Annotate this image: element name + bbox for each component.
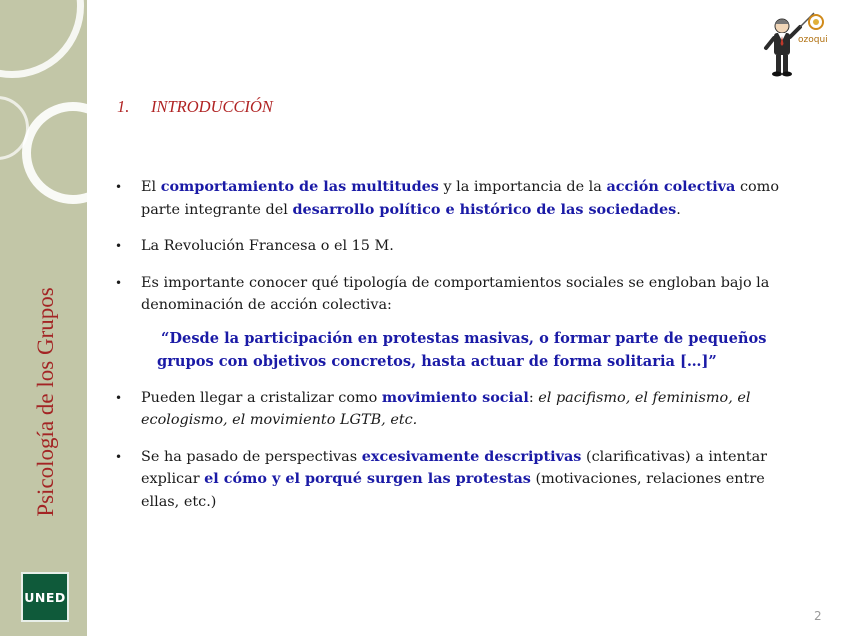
bullet-dot: • [115, 390, 123, 405]
bullet-dot: • [115, 180, 123, 194]
text: Es importante conocer qué tipología de comportamientos sociales se engloban bajo la denominación de acción colectiva: [141, 274, 770, 313]
sidebar [0, 0, 87, 636]
heading-title: INTRODUCCIÓN [151, 97, 273, 116]
bullet-dot: • [115, 449, 123, 464]
bullet-item [113, 235, 803, 258]
slide-content [113, 176, 803, 527]
italic-text: el pacifismo, el feminismo, el ecologismo, el movimiento LGTB, etc. [141, 389, 751, 428]
highlight: desarrollo político e histórico de las sociedades [292, 200, 677, 218]
bullet-item [113, 176, 803, 221]
highlight: excesivamente descriptivas [361, 447, 582, 465]
uned-logo: UNED [21, 572, 69, 622]
bullet-item [113, 387, 803, 432]
section-heading [117, 97, 273, 117]
text: El [141, 179, 161, 195]
highlight: el cómo y el porqué surgen las protestas [204, 470, 531, 487]
decorative-ring [22, 102, 87, 204]
text: : [528, 389, 539, 406]
highlight: acción colectiva [606, 178, 736, 195]
page-number: 2 [814, 609, 822, 623]
mascot-label: ozoqui [798, 35, 828, 45]
quote-line: grupos con objetivos concretos, hasta actuar de forma solitaria […]” [157, 352, 717, 370]
quote-line: “Desde la participación en protestas masivas, o formar parte de pequeños [161, 329, 767, 347]
course-title-vertical: Psicología de los Grupos [33, 287, 58, 517]
bullet-item [113, 446, 803, 514]
mascot-icon [756, 10, 834, 80]
text: Pueden llegar a cristalizar como [141, 389, 382, 406]
text: Se ha pasado de perspectivas [141, 448, 362, 465]
text: La Revolución Francesa o el 15 M. [141, 238, 394, 254]
highlight: comportamiento de las multitudes [160, 178, 439, 195]
bullet-dot: • [115, 239, 123, 253]
text: (motivaciones, relaciones entre ellas, etc.) [141, 471, 765, 510]
decorative-ring [0, 0, 84, 78]
text: y la importancia de la [438, 179, 607, 195]
quote-block [113, 327, 803, 373]
bullet-item [113, 272, 803, 317]
text: (clarificativas) a intentar explicar [141, 448, 768, 487]
bullet-dot: • [115, 275, 123, 290]
text: . [676, 201, 681, 218]
heading-number: 1. [117, 97, 130, 116]
highlight: movimiento social [381, 388, 529, 406]
text: como parte integrante del [141, 179, 779, 218]
